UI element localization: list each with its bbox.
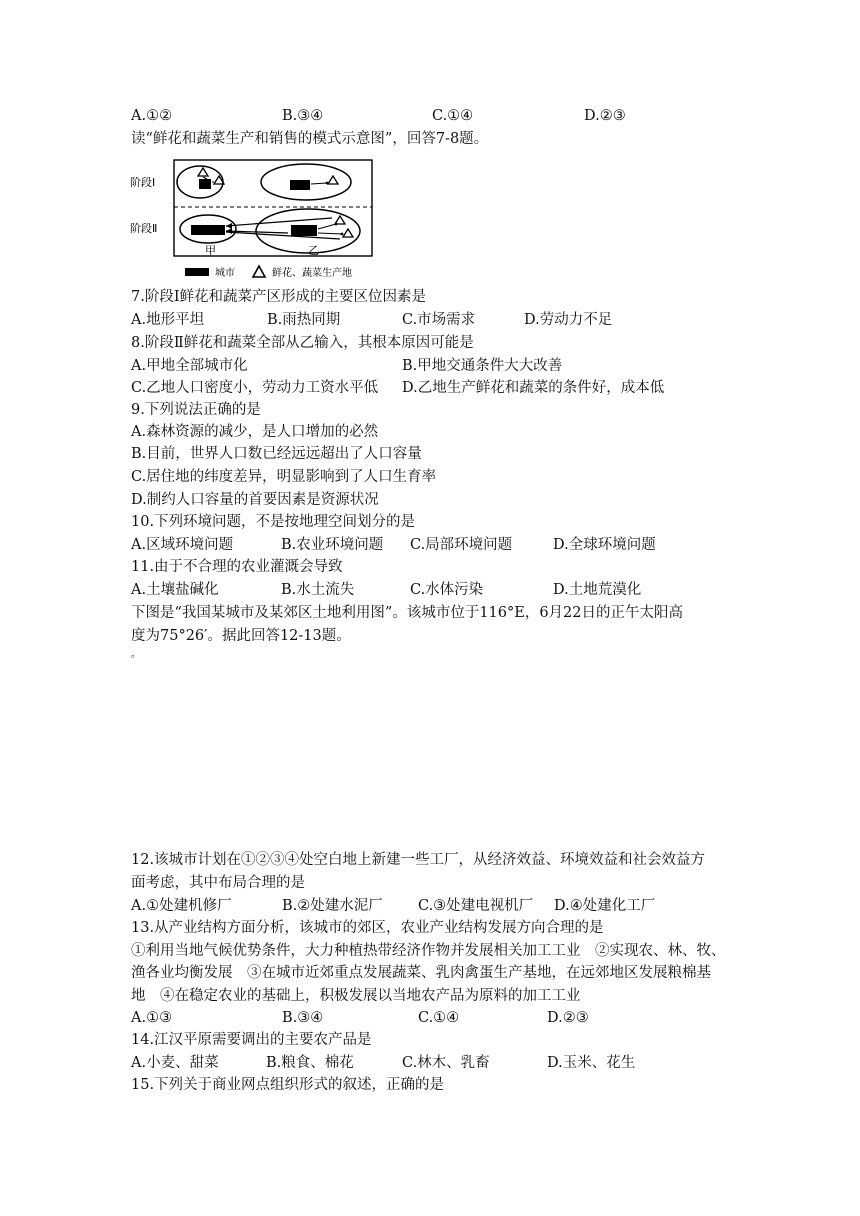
q7-option-b: B.雨热同期 — [267, 312, 341, 328]
legend-city-icon — [185, 268, 209, 276]
q10-option-c: C.局部环境问题 — [410, 537, 513, 553]
stage1-label: 阶段Ⅰ — [130, 176, 156, 189]
production-site-icon — [343, 229, 353, 237]
q7-option-c: C.市场需求 — [402, 312, 476, 328]
q10-stem: 10.下列环境问题，不是按地理空间划分的是 — [131, 514, 416, 530]
city-icon — [191, 225, 225, 235]
q12-option-c: C.③处建电视机厂 — [418, 898, 534, 914]
q13-statement-line3: 地 ④在稳定农业的基础上，积极发展以当地农产品为原料的加工工业 — [131, 988, 581, 1004]
q12-stem-line1: 12.该城市计划在①②③④处空白地上新建一些工厂，从经济效益、环境效益和社会效益方 — [131, 852, 706, 868]
flower-vegetable-model-diagram — [128, 158, 378, 288]
legend-city-label: 城市 — [215, 268, 235, 279]
q8-option-b: B.甲地交通条件大大改善 — [402, 358, 563, 374]
q10-option-d: D.全球环境问题 — [553, 537, 656, 553]
q11-option-c: C.水体污染 — [410, 582, 484, 598]
q6-option-d: D.②③ — [584, 108, 626, 124]
q7-option-a: A.地形平坦 — [131, 312, 205, 328]
q12-option-d: D.④处建化工厂 — [554, 898, 656, 914]
intro-12-13-line1: 下图是“我国某城市及某郊区土地利用图”。该城市位于116°E，6月22日的正午太阳高 — [131, 605, 684, 621]
flow-arrow — [226, 218, 332, 226]
q11-option-b: B.水土流失 — [281, 582, 355, 598]
city-icon — [199, 179, 211, 189]
q6-option-a: A.①② — [131, 108, 173, 124]
q14-stem: 14.江汉平原需要调出的主要农产品是 — [131, 1032, 372, 1048]
yi-label: 乙 — [308, 244, 319, 257]
figure-placeholder-mark: 。 — [131, 649, 141, 660]
intro-12-13-line2: 度为75°26′。据此回答12-13题。 — [131, 628, 351, 644]
q13-option-c: C.①④ — [418, 1010, 460, 1026]
q9-option-c: C.居住地的纬度差异，明显影响到了人口生育率 — [131, 469, 437, 485]
q12-option-b: B.②处建水泥厂 — [282, 898, 383, 914]
q11-stem: 11.由于不合理的农业灌溉会导致 — [131, 559, 343, 575]
q13-option-d: D.②③ — [547, 1010, 589, 1026]
q8-option-d: D.乙地生产鲜花和蔬菜的条件好，成本低 — [402, 380, 665, 396]
q14-option-c: C.林木、乳畜 — [402, 1055, 490, 1071]
city-icon — [290, 180, 310, 190]
q13-stem: 13.从产业结构方面分析，该城市的郊区，农业产业结构发展方向合理的是 — [131, 920, 604, 936]
q13-statement-line2: 渔各业均衡发展 ③在城市近郊重点发展蔬菜、乳肉禽蛋生产基地，在远郊地区发展粮棉基 — [131, 965, 711, 981]
q11-option-d: D.土地荒漠化 — [553, 582, 642, 598]
production-site-icon — [198, 168, 208, 176]
production-site-icon — [328, 176, 338, 184]
q14-option-d: D.玉米、花生 — [547, 1055, 636, 1071]
q8-stem: 8.阶段Ⅱ鲜花和蔬菜全部从乙输入，其根本原因可能是 — [131, 335, 474, 351]
q7-option-d: D.劳动力不足 — [524, 312, 613, 328]
q9-option-b: B.目前，世界人口数已经远远超出了人口容量 — [131, 446, 422, 462]
q8-option-c: C.乙地人口密度小，劳动力工资水平低 — [131, 380, 379, 396]
intro-7-8: 读“鲜花和蔬菜生产和销售的模式示意图”，回答7-8题。 — [131, 131, 489, 147]
q13-option-a: A.①③ — [131, 1010, 173, 1026]
q7-stem: 7.阶段Ⅰ鲜花和蔬菜产区形成的主要区位因素是 — [131, 289, 427, 305]
jia-label: 甲 — [205, 244, 216, 257]
q6-option-c: C.①④ — [432, 108, 474, 124]
q6-option-b: B.③④ — [282, 108, 324, 124]
q8-option-a: A.甲地全部城市化 — [131, 358, 248, 374]
q12-option-a: A.①处建机修厂 — [131, 898, 232, 914]
q14-option-b: B.粮食、棉花 — [266, 1055, 354, 1071]
q13-statement-line1: ①利用当地气候优势条件，大力种植热带经济作物并发展相关加工工业 ②实现农、林、牧、 — [131, 943, 726, 959]
q15-stem: 15.下列关于商业网点组织形式的叙述，正确的是 — [131, 1077, 445, 1093]
q12-stem-line2: 面考虑，其中布局合理的是 — [131, 875, 305, 891]
legend-production-label: 鲜花、蔬菜生产地 — [272, 268, 352, 279]
q9-stem: 9.下列说法正确的是 — [131, 402, 261, 418]
q14-option-a: A.小麦、甜菜 — [131, 1055, 219, 1071]
q13-option-b: B.③④ — [282, 1010, 324, 1026]
q10-option-b: B.农业环境问题 — [281, 537, 384, 553]
city-icon — [291, 225, 317, 236]
q9-option-d: D.制约人口容量的首要因素是资源状况 — [131, 492, 379, 508]
q10-option-a: A.区域环境问题 — [131, 537, 234, 553]
stage2-label: 阶段Ⅱ — [130, 222, 158, 235]
legend-production-icon — [253, 266, 265, 277]
diagram-frame — [174, 160, 372, 256]
q11-option-a: A.土壤盐碱化 — [131, 582, 219, 598]
q9-option-a: A.森林资源的减少，是人口增加的必然 — [131, 424, 379, 440]
